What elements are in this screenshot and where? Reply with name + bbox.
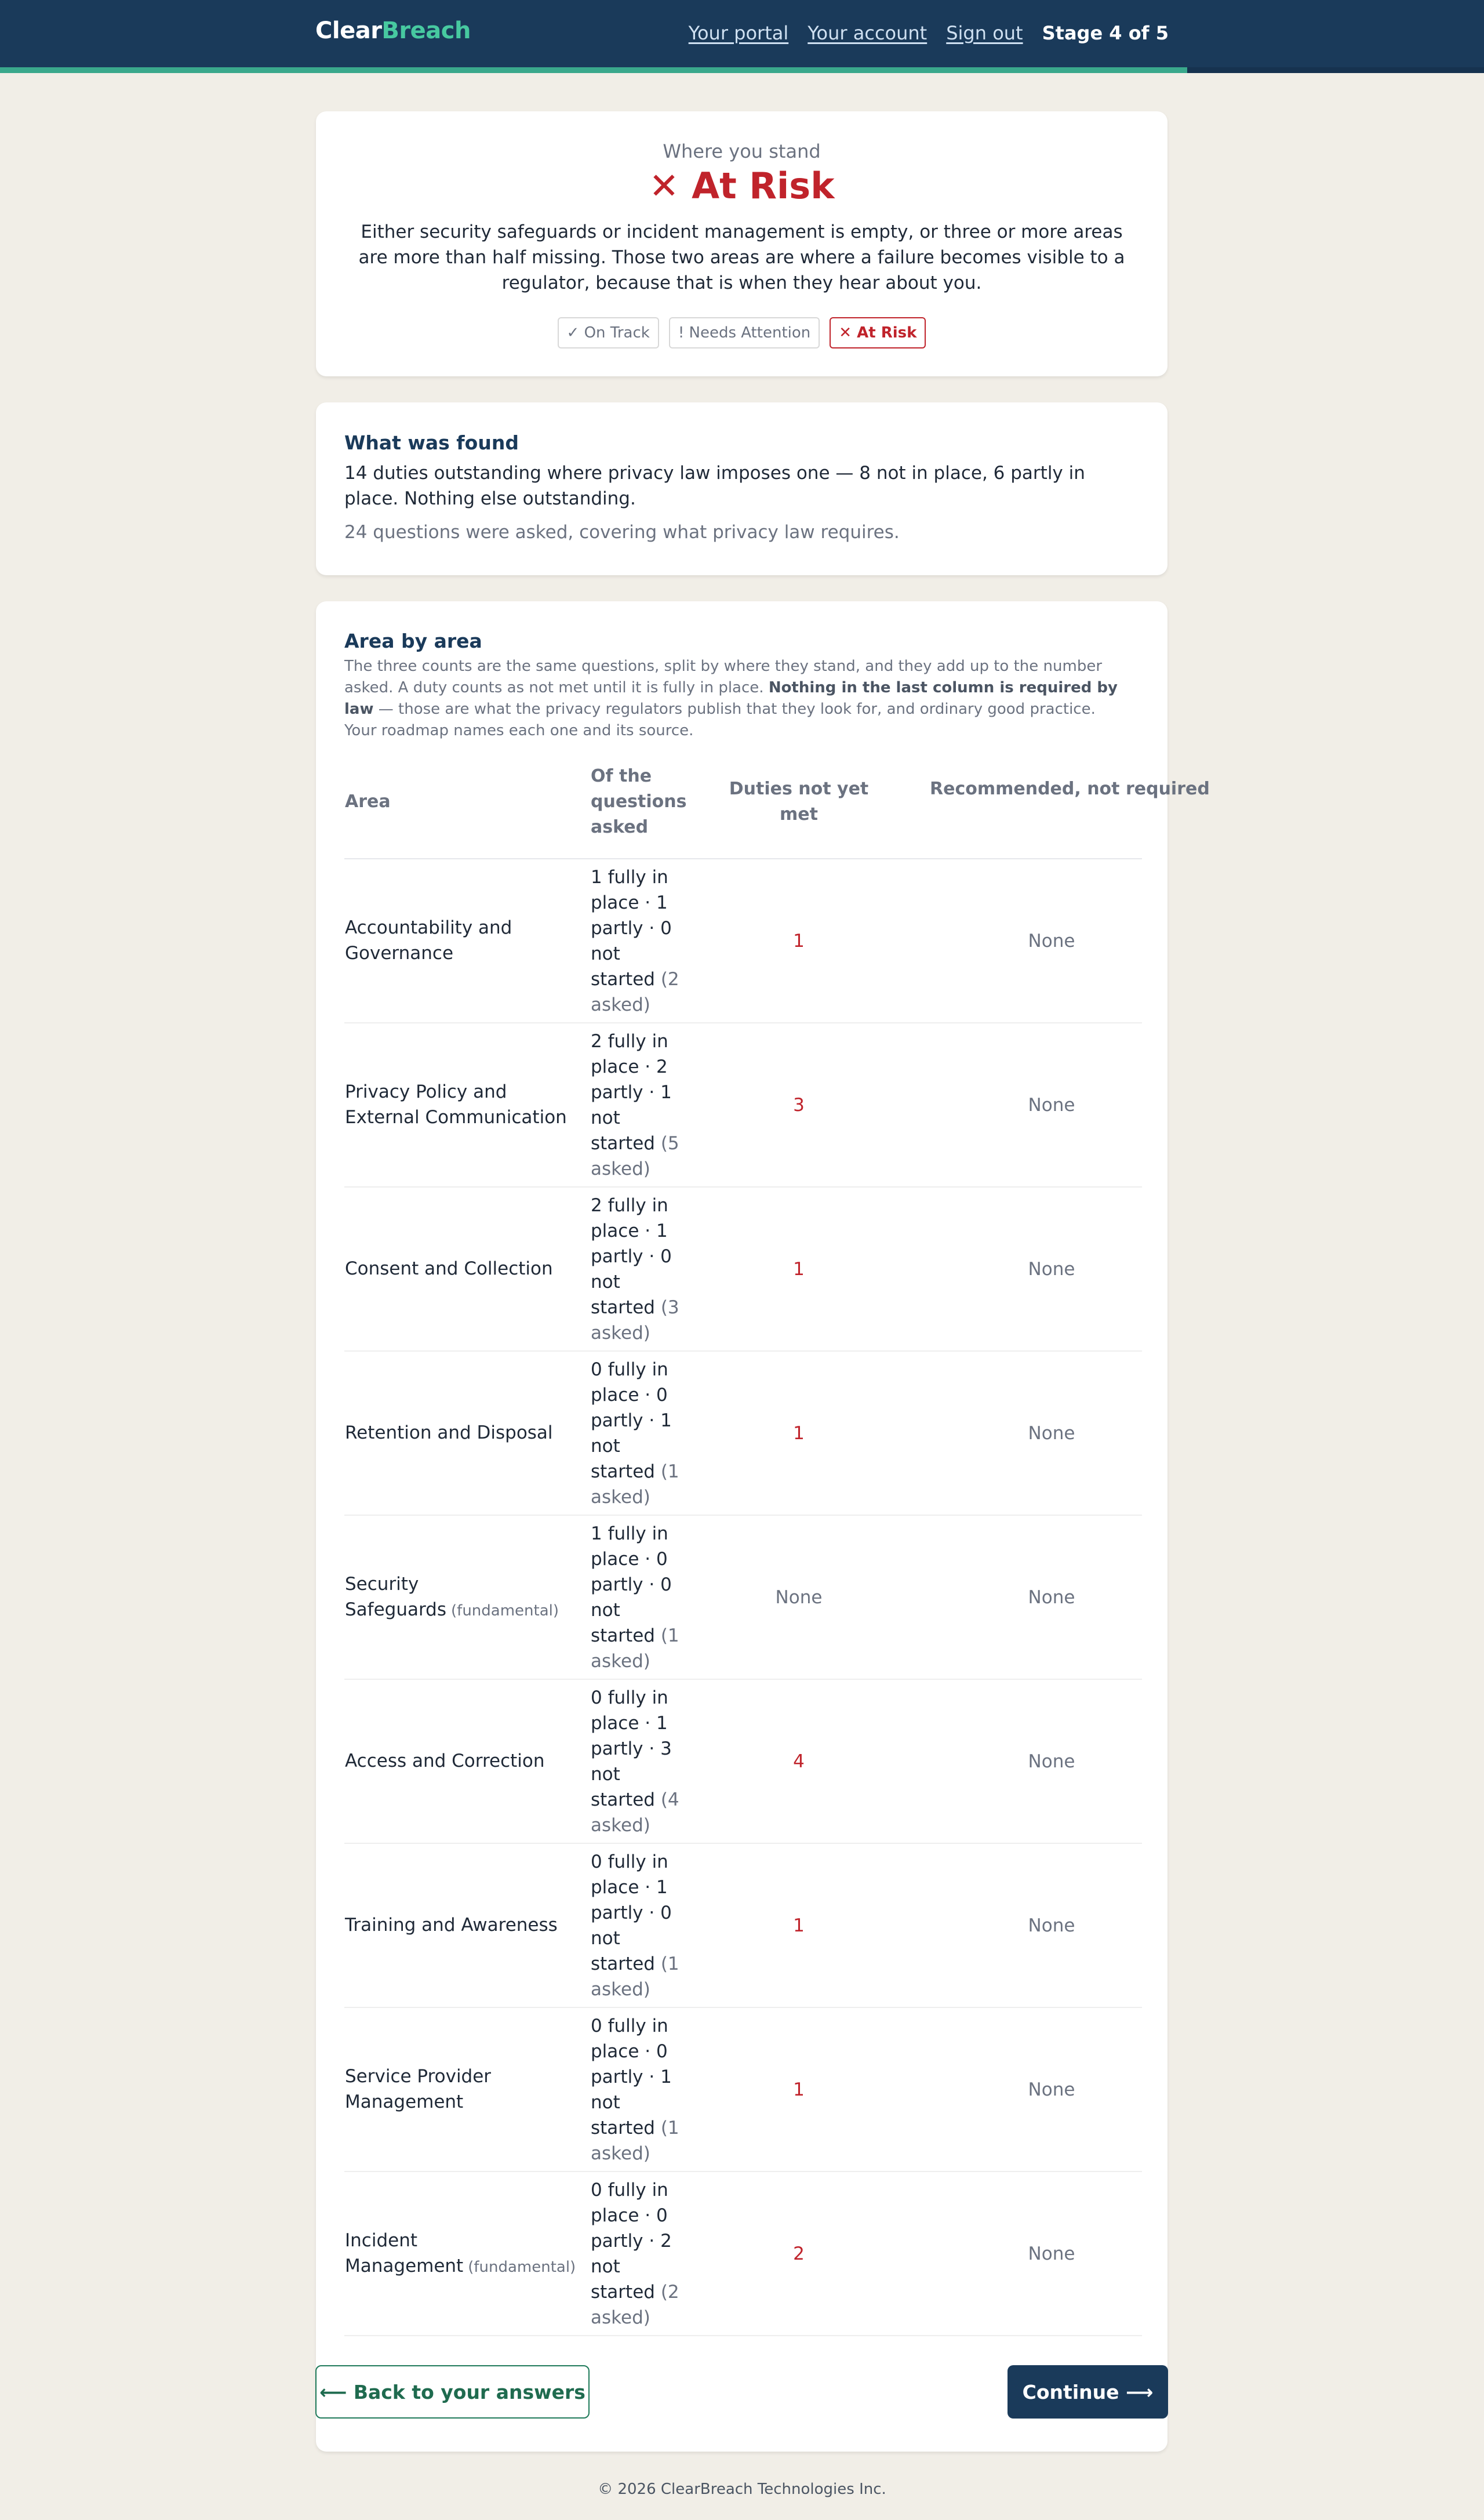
row-area	[345, 1079, 571, 1131]
row-duties: 2	[793, 2243, 805, 2264]
status-title	[316, 165, 1167, 207]
asked-count: (3 asked)	[591, 1297, 679, 1343]
status-description: Either security safeguards or incident management is empty, or three or more areas are more than half missing. Those two areas are where a failure becomes visible to a regulator, because that is when they hear about you.	[358, 222, 1125, 293]
row-duties: 1	[793, 2079, 805, 2100]
status-eyebrow: Where you stand	[663, 140, 821, 162]
area-intro-text: The three counts are the same questions, split by where they stand, and they add up to the number asked. A duty counts as not met until it is fully in place.	[344, 658, 1103, 696]
found-title: What was found	[344, 431, 519, 454]
area-name: Service Provider Management	[345, 2065, 492, 2112]
legend-needs-attention: ! Needs Attention	[669, 317, 820, 348]
row-area	[345, 1748, 571, 1775]
row-area	[345, 915, 571, 967]
row-question-counts	[591, 2013, 683, 2166]
table-header	[344, 752, 1210, 859]
counts-text: 0 fully in place · 1 partly · 3 not started	[591, 1687, 672, 1810]
row-question-counts	[591, 1685, 683, 1838]
counts-text: 0 fully in place · 1 partly · 0 not started	[591, 1851, 672, 1974]
brand-logo[interactable]	[315, 17, 471, 44]
row-recommended: None	[1028, 930, 1075, 952]
table-row	[344, 859, 1142, 1023]
column-header-area: Area	[345, 791, 391, 812]
stage-progress-bar	[0, 67, 1484, 73]
row-question-counts	[591, 1193, 683, 1346]
row-area	[345, 1571, 571, 1624]
stage-progress-fill	[0, 67, 1187, 73]
row-question-counts	[591, 1029, 683, 1182]
row-area	[345, 2228, 576, 2280]
area-name: Security Safeguards	[345, 1573, 447, 1620]
area-card	[316, 601, 1210, 2452]
counts-text: 1 fully in place · 0 partly · 0 not started	[591, 1523, 672, 1646]
row-recommended: None	[1028, 1915, 1075, 1936]
table-row	[344, 2008, 1142, 2172]
counts-text: 0 fully in place · 0 partly · 1 not started	[591, 1359, 672, 1482]
found-questions-note: 24 questions were asked, covering what privacy law requires.	[344, 522, 900, 543]
row-recommended: None	[1028, 2243, 1075, 2264]
counts-text: 2 fully in place · 1 partly · 0 not started	[591, 1194, 672, 1318]
area-name: Access and Correction	[345, 1750, 545, 1771]
area-intro	[344, 656, 1129, 742]
area-name: Training and Awareness	[345, 1914, 558, 1936]
area-intro-emphasis: Nothing in the last column is required by law	[344, 679, 1118, 718]
counts-text: 0 fully in place · 0 partly · 1 not started	[591, 2015, 672, 2138]
area-name: Privacy Policy and External Communication	[345, 1081, 567, 1128]
column-header-questions: Of the questions asked	[591, 766, 687, 837]
brand-name-part1: Clear	[315, 17, 382, 44]
column-header-recommended: Recommended, not required	[930, 779, 1210, 799]
column-header-duties: Duties not yet met	[729, 779, 869, 825]
row-recommended: None	[1028, 1422, 1075, 1444]
row-recommended: None	[1028, 2079, 1075, 2100]
table-row	[344, 1516, 1142, 1680]
top-bar	[0, 0, 1484, 67]
legend-on-track: ✓ On Track	[558, 317, 659, 348]
brand-name-part2: Breach	[381, 17, 471, 44]
row-area	[345, 1420, 571, 1447]
asked-count: (1 asked)	[591, 1625, 679, 1672]
footer-copyright: © 2026 ClearBreach Technologies Inc.	[598, 2481, 886, 2498]
asked-count: (1 asked)	[591, 2117, 679, 2164]
table-row	[344, 1844, 1142, 2008]
found-summary: 14 duties outstanding where privacy law imposes one — 8 not in place, 6 partly in place. Nothing else outstanding.	[344, 463, 1085, 509]
row-recommended: None	[1028, 1258, 1075, 1280]
area-title: Area by area	[344, 630, 482, 652]
row-area	[345, 1256, 571, 1283]
nav-link-sign-out[interactable]: Sign out	[946, 22, 1023, 44]
row-recommended: None	[1028, 1094, 1075, 1116]
row-recommended: None	[1028, 1586, 1075, 1608]
top-nav	[689, 22, 1169, 44]
stage-indicator: Stage 4 of 5	[1042, 22, 1169, 44]
close-icon: ✕	[649, 165, 679, 207]
table-row	[344, 1680, 1142, 1844]
row-question-counts	[591, 1849, 683, 2002]
table-row	[344, 1023, 1142, 1188]
area-name: Accountability and Governance	[345, 917, 512, 964]
nav-link-account[interactable]: Your account	[808, 22, 928, 44]
area-name: Retention and Disposal	[345, 1422, 553, 1443]
asked-count: (1 asked)	[591, 1461, 679, 1508]
row-area	[345, 2064, 571, 2116]
nav-link-portal[interactable]: Your portal	[688, 22, 789, 44]
asked-count: (1 asked)	[591, 1953, 679, 2000]
counts-text: 2 fully in place · 2 partly · 1 not started	[591, 1030, 672, 1154]
area-name: Consent and Collection	[345, 1258, 553, 1279]
found-card	[316, 402, 1167, 575]
row-question-counts	[591, 865, 683, 1018]
fundamental-tag: (fundamental)	[468, 2258, 576, 2276]
area-table	[344, 752, 1210, 2336]
row-duties: 4	[793, 1751, 805, 1772]
asked-count: (4 asked)	[591, 1789, 679, 1836]
row-recommended: None	[1028, 1751, 1075, 1772]
asked-count: (2 asked)	[591, 2281, 679, 2328]
row-duties: 1	[793, 1258, 805, 1280]
row-question-counts	[591, 1357, 683, 1510]
row-area	[345, 1912, 571, 1939]
legend-at-risk: ✕ At Risk	[830, 317, 926, 348]
asked-count: (5 asked)	[591, 1132, 679, 1179]
counts-text: 1 fully in place · 1 partly · 0 not started	[591, 866, 672, 990]
back-to-answers-button[interactable]: ⟵ Back to your answers	[315, 2365, 590, 2419]
row-duties: 1	[793, 930, 805, 952]
area-name: Incident Management	[345, 2229, 464, 2276]
table-row	[344, 1352, 1142, 1516]
row-duties: 1	[793, 1915, 805, 1936]
table-row	[344, 2172, 1142, 2336]
status-title-text: At Risk	[692, 165, 835, 207]
status-legend	[316, 317, 1167, 348]
row-duties: None	[775, 1586, 823, 1608]
row-duties: 1	[793, 1422, 805, 1444]
table-row	[344, 1188, 1142, 1352]
row-question-counts	[591, 1521, 683, 1674]
counts-text: 0 fully in place · 0 partly · 2 not started	[591, 2179, 672, 2303]
fundamental-tag: (fundamental)	[451, 1602, 559, 1620]
asked-count: (2 asked)	[591, 968, 679, 1015]
area-intro-text-2: — those are what the privacy regulators publish that they look for, and ordinary good practice. Your roadmap names each one and its source.	[344, 700, 1096, 739]
row-duties: 3	[793, 1094, 805, 1116]
row-question-counts	[591, 2177, 683, 2330]
continue-button[interactable]: Continue ⟶	[1007, 2365, 1168, 2419]
status-card	[316, 111, 1167, 376]
